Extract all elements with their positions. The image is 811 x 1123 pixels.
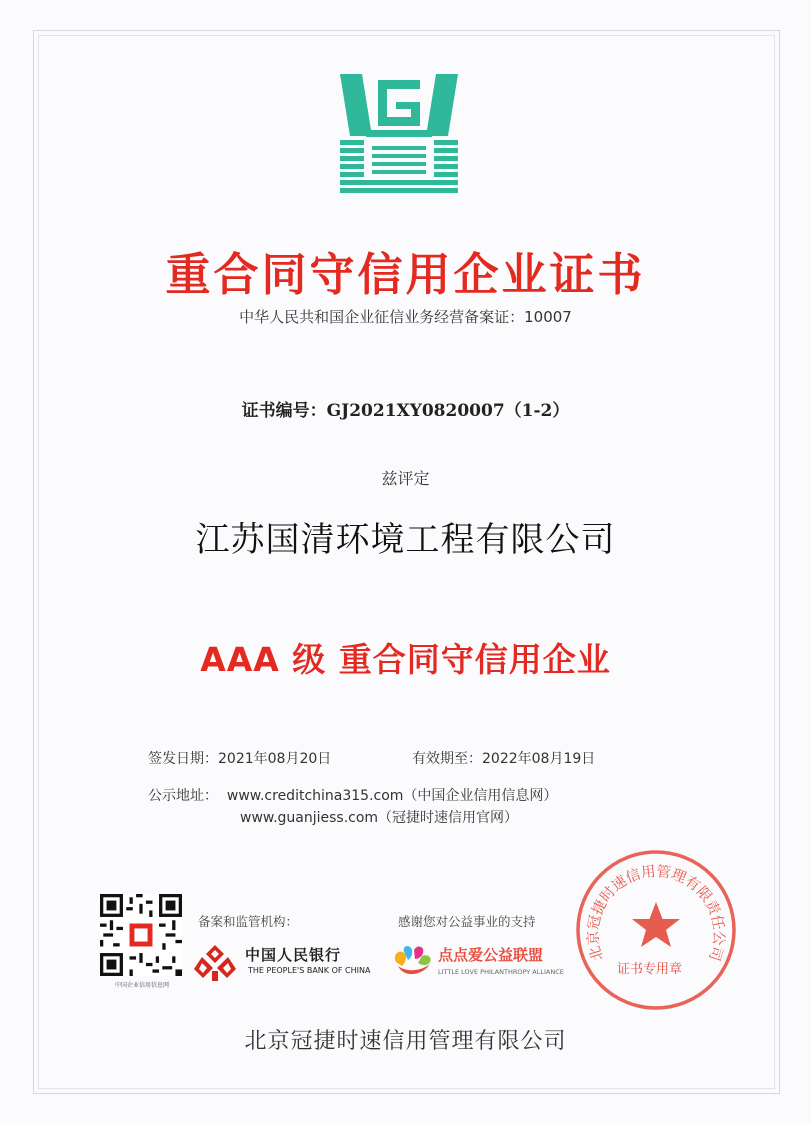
seal-ring-text: 北京冠捷时速信用管理有限责任公司 [585,863,727,963]
public-address [148,785,557,829]
credit-grade: AAA 级 重合同守信用企业 [200,640,611,679]
issuer-name: 北京冠捷时速信用管理有限公司 [244,1029,567,1054]
issue-date [148,748,331,768]
address-label: 公示地址： [148,788,218,804]
little-love-english-name: LITTLE LOVE PHILANTHROPY ALLIANCE [438,968,564,976]
pboc-name: 中国人民银行 [245,946,342,964]
assessed-text: 兹评定 [381,469,430,488]
pboc-logo-icon [193,943,237,983]
issue-value: 2021年08月20日 [218,751,332,767]
qr-caption: 中国企业信用信息网 [114,982,169,989]
registration-line: 中华人民共和国企业征信业务经营备案证：10007 [239,308,572,326]
valid-value: 2022年08月19日 [482,751,596,767]
little-love-logo-icon [392,944,434,978]
seal-text: 证书专用章 [617,962,683,977]
certificate-logo-icon [338,74,460,194]
valid-label: 有效期至： [412,751,482,767]
address-link-1[interactable]: www.creditchina315.com（中国企业信用信息网） [226,788,558,804]
pboc-english-name: THE PEOPLE'S BANK OF CHINA [248,966,371,975]
certificate-number [0,396,811,421]
qr-code-icon[interactable] [100,894,182,976]
certificate-title: 重合同守信用企业证书 [165,248,646,301]
company-name: 江苏国清环境工程有限公司 [195,520,616,560]
official-seal-icon [574,848,738,1012]
little-love-name: 点点爱公益联盟 [438,946,544,964]
cert-no-label: 证书编号： [241,401,327,421]
valid-date [412,748,595,768]
address-link-2[interactable]: www.guanjiess.com（冠捷时速信用官网） [240,810,519,826]
thanks-label: 感谢您对公益事业的支持 [398,914,536,929]
supervision-label: 备案和监管机构： [198,914,299,929]
cert-no-value: GJ2021XY0820007（1-2） [326,401,570,421]
issue-label: 签发日期： [148,751,218,767]
